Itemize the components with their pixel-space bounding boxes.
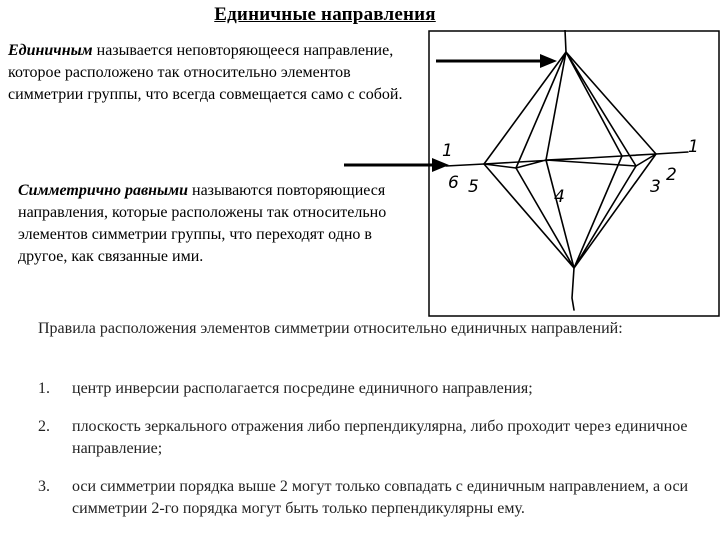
- rule-number: 2.: [38, 418, 50, 435]
- rule-text: оси симметрии порядка выше 2 могут только совпадать с единичным направлением, а оси симметрии 2-го порядка могут быть только перпендикулярны ему.: [72, 478, 689, 517]
- label-5: 5: [468, 177, 479, 197]
- definition-unique-text: называется неповторяющееся направление, которое расположено так относительно элементов симметрии группы, что всегда совмещается само с собой.: [8, 42, 403, 103]
- term-symmetric: Симметрично равными: [18, 182, 188, 199]
- rule-text: центр инверсии располагается посредине единичного направления;: [72, 380, 533, 397]
- definition-symmetric-text: называются повторяющиеся направления, которые расположены так относительно элементов симметрии группы, что переходят одно в другое, как связанные ими.: [18, 182, 387, 265]
- upper-edges: [484, 52, 656, 168]
- label-3: 3: [650, 177, 661, 197]
- bipyramid-figure: [428, 30, 720, 318]
- label-4: 4: [554, 187, 565, 207]
- rule-text: плоскость зеркального отражения либо перпендикулярна, либо проходит через единичное направление;: [72, 418, 688, 457]
- rules-heading: Правила расположения элементов симметрии относительно единичных направлений:: [38, 320, 623, 337]
- label-2: 2: [666, 165, 677, 185]
- page-title: Единичные направления: [214, 4, 436, 25]
- label-6: 6: [448, 173, 459, 193]
- rule-number: 3.: [38, 478, 50, 495]
- rule-number: 1.: [38, 380, 50, 397]
- term-unique: Единичным: [8, 42, 93, 59]
- vertical-axis: [565, 30, 574, 310]
- label-top-mark: 1: [442, 141, 453, 161]
- definition-unique: [8, 40, 428, 106]
- equator: [484, 154, 656, 168]
- lower-edges: [484, 154, 656, 268]
- definition-symmetric: [18, 180, 423, 268]
- label-1: 1: [688, 137, 699, 157]
